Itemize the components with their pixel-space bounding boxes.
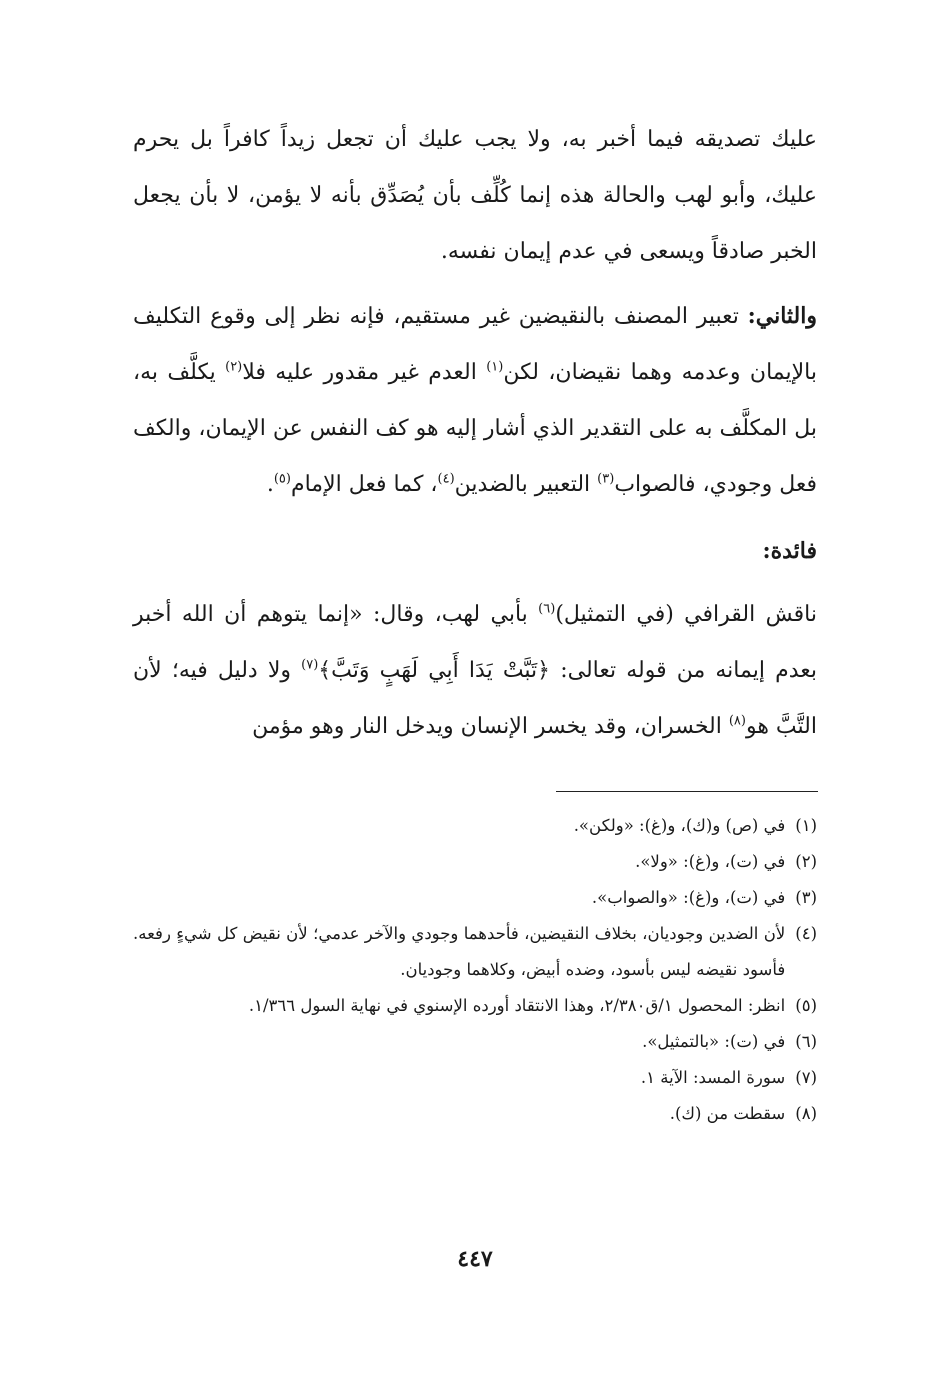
paragraph-2-segment: تعبير المصنف بالنقيضين غير مستقيم، فإنه نظر إلى وقوع التكليف بالإيمان وعدمه وهما نقيضان، لكن xyxy=(133,304,817,385)
footnote-item xyxy=(133,1096,817,1132)
footnote-ref-2[interactable]: (٢) xyxy=(225,359,243,375)
footnote-item xyxy=(133,988,817,1024)
footnote-text: لأن الضدين وجوديان، بخلاف النقيضين، فأحدهما وجودي والآخر عدمي؛ لأن نقيض كل شيءٍ رفعه. فأسود نقيضه ليس بأسود، وضده أبيض، وكلاهما وجوديان. xyxy=(133,924,786,979)
footnote-ref-7[interactable]: (٧) xyxy=(301,657,319,673)
paragraph-2 xyxy=(133,288,817,513)
footnote-divider xyxy=(556,791,818,792)
paragraph-1-text: عليك تصديقه فيما أخبر به، ولا يجب عليك أن تجعل زيداً كافراً بل يحرم عليك، وأبو لهب والحالة هذه إنما كُلِّف بأن يُصَدِّق بأنه لا يؤمن، لا بأن يجعل الخبر صادقاً ويسعى في عدم إيمان نفسه. xyxy=(133,127,817,264)
footnote-text: في (ص) و(ك)، و(غ): «ولكن». xyxy=(573,816,786,835)
paragraph-1 xyxy=(133,112,817,280)
page-number: ٤٤٧ xyxy=(457,1246,493,1272)
footnote-number: (١) xyxy=(795,816,817,835)
quran-verse: ﴿تَبَّتْ يَدَا أَبِي لَهَبٍ وَتَبَّ﴾ xyxy=(318,658,551,683)
paragraph-3-segment: ولا دليل فيه؛ لأن التَّبَّ هو xyxy=(133,658,817,739)
footnote-number: (٣) xyxy=(795,888,817,907)
footnote-ref-1[interactable]: (١) xyxy=(486,359,504,375)
paragraph-2-segment: يكلَّف به، بل المكلَّف به على التقدير الذي أشار إليه هو كف النفس عن الإيمان، والكف فعل وجودي، فالصواب xyxy=(133,360,817,497)
footnote-ref-8[interactable]: (٨) xyxy=(728,713,746,729)
main-text xyxy=(133,112,817,755)
paragraph-2-lead: والثاني: xyxy=(747,303,817,329)
footnote-number: (٨) xyxy=(795,1104,817,1123)
paragraph-3-segment: الخسران، وقد يخسر الإنسان ويدخل النار وهو مؤمن xyxy=(252,714,729,739)
paragraph-3 xyxy=(133,587,817,755)
footnote-number: (٤) xyxy=(795,924,817,943)
paragraph-2-segment: العدم غير مقدور عليه فلا xyxy=(242,360,487,385)
footnote-item xyxy=(133,880,817,916)
footnote-item xyxy=(133,916,817,988)
footnote-number: (٢) xyxy=(795,852,817,871)
footnote-item xyxy=(133,1060,817,1096)
footnote-text: في (ت)، و(غ): «ولا». xyxy=(635,852,786,871)
footnote-number: (٥) xyxy=(795,996,817,1015)
footnote-number: (٧) xyxy=(795,1068,817,1087)
footnote-item xyxy=(133,808,817,844)
paragraph-2-segment: التعبير بالضدين xyxy=(454,472,598,497)
footnote-ref-4[interactable]: (٤) xyxy=(437,471,455,487)
footnote-item xyxy=(133,1024,817,1060)
footnote-item xyxy=(133,844,817,880)
paragraph-2-segment: . xyxy=(266,472,274,497)
footnote-text: سورة المسد: الآية ١. xyxy=(640,1068,786,1087)
footnote-text: في (ت)، و(غ): «والصواب». xyxy=(591,888,786,907)
paragraph-3-segment: بأبي لهب، وقال: «إنما يتوهم أن الله أخبر بعدم إيمانه من قوله تعالى: xyxy=(133,602,817,683)
footnote-text: سقطت من (ك). xyxy=(669,1104,786,1123)
paragraph-2-segment: ، كما فعل الإمام xyxy=(290,472,438,497)
section-heading: فائدة: xyxy=(762,538,817,564)
footnote-ref-6[interactable]: (٦) xyxy=(538,601,556,617)
footnote-text: في (ت): «بالتمثيل». xyxy=(642,1032,786,1051)
footnote-ref-5[interactable]: (٥) xyxy=(273,471,291,487)
footnote-ref-3[interactable]: (٣) xyxy=(597,471,615,487)
footnote-text: انظر: المحصول ١/ق٢/٣٨٠، وهذا الانتقاد أورده الإسنوي في نهاية السول ١/٣٦٦. xyxy=(248,996,786,1015)
footnotes xyxy=(133,808,817,1132)
footnote-number: (٦) xyxy=(795,1032,817,1051)
paragraph-3-segment: ناقش القرافي (في التمثيل) xyxy=(555,602,817,627)
